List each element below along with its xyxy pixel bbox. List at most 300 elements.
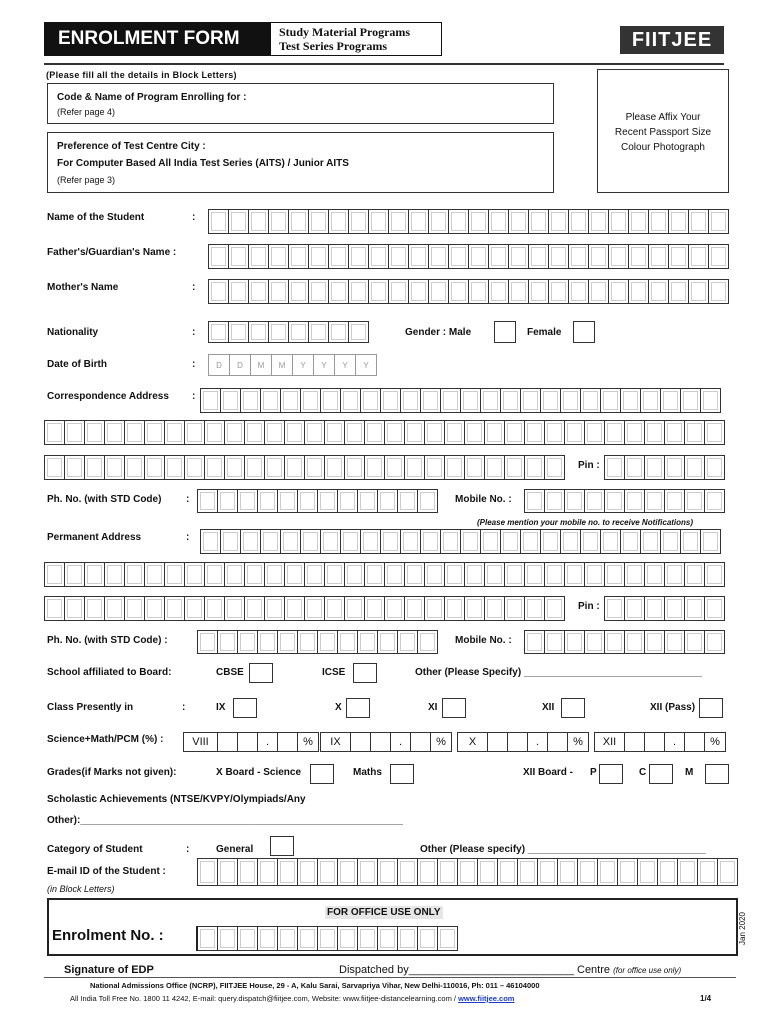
character-box[interactable]	[545, 489, 565, 513]
character-box[interactable]	[349, 279, 369, 304]
character-box[interactable]	[309, 321, 329, 343]
character-box[interactable]	[365, 596, 385, 621]
character-box[interactable]	[289, 244, 309, 269]
character-box[interactable]	[349, 244, 369, 269]
cbse-box[interactable]	[249, 663, 273, 683]
pin-boxes[interactable]	[604, 455, 725, 480]
character-box[interactable]	[418, 630, 438, 654]
program-box[interactable]	[47, 83, 554, 124]
character-box[interactable]	[385, 455, 405, 480]
character-box[interactable]	[445, 596, 465, 621]
character-box[interactable]	[549, 279, 569, 304]
character-box[interactable]	[701, 529, 721, 554]
character-box[interactable]	[401, 388, 421, 413]
marks-xii-digit[interactable]	[645, 733, 665, 751]
character-box[interactable]	[329, 244, 349, 269]
character-box[interactable]	[381, 529, 401, 554]
character-box[interactable]	[325, 420, 345, 445]
character-box[interactable]	[505, 562, 525, 587]
character-box[interactable]	[229, 321, 249, 343]
character-box[interactable]	[218, 489, 238, 513]
character-box[interactable]	[705, 455, 725, 480]
character-box[interactable]	[521, 529, 541, 554]
character-box[interactable]	[345, 562, 365, 587]
character-box[interactable]	[209, 244, 229, 269]
marks-viii[interactable]	[183, 732, 319, 752]
character-box[interactable]	[125, 455, 145, 480]
character-box[interactable]	[269, 321, 289, 343]
character-box[interactable]	[445, 455, 465, 480]
character-box[interactable]	[218, 858, 238, 886]
character-box[interactable]	[645, 562, 665, 587]
character-box[interactable]	[305, 562, 325, 587]
character-box[interactable]	[65, 562, 85, 587]
character-box[interactable]	[378, 489, 398, 513]
character-box[interactable]	[85, 596, 105, 621]
character-box[interactable]	[465, 455, 485, 480]
character-box[interactable]	[278, 926, 298, 951]
character-box[interactable]	[245, 455, 265, 480]
character-box[interactable]	[465, 596, 485, 621]
character-box[interactable]	[338, 489, 358, 513]
character-box[interactable]	[185, 420, 205, 445]
character-box[interactable]	[565, 420, 585, 445]
character-box[interactable]	[225, 562, 245, 587]
character-box[interactable]	[318, 926, 338, 951]
character-box[interactable]	[418, 858, 438, 886]
character-box[interactable]	[405, 596, 425, 621]
character-box[interactable]	[321, 529, 341, 554]
character-box[interactable]	[185, 596, 205, 621]
character-box[interactable]	[601, 388, 621, 413]
character-box[interactable]	[525, 630, 545, 654]
character-box[interactable]	[229, 279, 249, 304]
character-box[interactable]	[325, 596, 345, 621]
xii-m-box[interactable]	[705, 764, 729, 784]
character-box[interactable]	[525, 420, 545, 445]
character-box[interactable]	[705, 489, 725, 513]
character-box[interactable]	[249, 321, 269, 343]
permanent-address-row-1[interactable]	[200, 529, 721, 554]
character-box[interactable]	[165, 420, 185, 445]
class-x-box[interactable]	[346, 698, 370, 718]
character-box[interactable]	[385, 420, 405, 445]
character-box[interactable]	[198, 926, 218, 951]
marks-x[interactable]	[457, 732, 589, 752]
mother-name-boxes[interactable]	[208, 279, 729, 304]
dob-month-1[interactable]: M	[251, 354, 272, 376]
character-box[interactable]	[289, 279, 309, 304]
character-box[interactable]	[105, 455, 125, 480]
character-box[interactable]	[229, 244, 249, 269]
character-box[interactable]	[205, 455, 225, 480]
character-box[interactable]	[621, 529, 641, 554]
character-box[interactable]	[689, 209, 709, 234]
character-box[interactable]	[625, 630, 645, 654]
character-box[interactable]	[438, 926, 458, 951]
character-box[interactable]	[498, 858, 518, 886]
character-box[interactable]	[605, 420, 625, 445]
character-box[interactable]	[545, 420, 565, 445]
character-box[interactable]	[269, 279, 289, 304]
character-box[interactable]	[689, 244, 709, 269]
character-box[interactable]	[325, 455, 345, 480]
dob-day-2[interactable]: D	[230, 354, 251, 376]
character-box[interactable]	[629, 244, 649, 269]
character-box[interactable]	[645, 420, 665, 445]
character-box[interactable]	[545, 596, 565, 621]
character-box[interactable]	[549, 209, 569, 234]
character-box[interactable]	[545, 455, 565, 480]
character-box[interactable]	[558, 858, 578, 886]
character-box[interactable]	[441, 529, 461, 554]
character-box[interactable]	[358, 630, 378, 654]
character-box[interactable]	[445, 420, 465, 445]
marks-xii-digit[interactable]	[685, 733, 705, 751]
character-box[interactable]	[645, 630, 665, 654]
character-box[interactable]	[605, 630, 625, 654]
character-box[interactable]	[529, 244, 549, 269]
character-box[interactable]	[541, 388, 561, 413]
character-box[interactable]	[581, 388, 601, 413]
character-box[interactable]	[338, 858, 358, 886]
character-box[interactable]	[381, 388, 401, 413]
character-box[interactable]	[145, 562, 165, 587]
character-box[interactable]	[249, 209, 269, 234]
dob-month-2[interactable]: M	[272, 354, 293, 376]
character-box[interactable]	[709, 244, 729, 269]
character-box[interactable]	[585, 489, 605, 513]
character-box[interactable]	[349, 209, 369, 234]
character-box[interactable]	[525, 455, 545, 480]
character-box[interactable]	[705, 420, 725, 445]
character-box[interactable]	[225, 596, 245, 621]
character-box[interactable]	[318, 858, 338, 886]
character-box[interactable]	[489, 244, 509, 269]
character-box[interactable]	[369, 244, 389, 269]
character-box[interactable]	[649, 279, 669, 304]
character-box[interactable]	[601, 529, 621, 554]
character-box[interactable]	[425, 562, 445, 587]
character-box[interactable]	[589, 209, 609, 234]
character-box[interactable]	[285, 596, 305, 621]
character-box[interactable]	[545, 630, 565, 654]
character-box[interactable]	[285, 455, 305, 480]
character-box[interactable]	[238, 926, 258, 951]
character-box[interactable]	[485, 596, 505, 621]
address-boxes-row-1[interactable]	[200, 388, 721, 413]
character-box[interactable]	[629, 279, 649, 304]
character-box[interactable]	[629, 209, 649, 234]
character-box[interactable]	[309, 279, 329, 304]
character-box[interactable]	[469, 244, 489, 269]
character-box[interactable]	[298, 926, 318, 951]
character-box[interactable]	[229, 209, 249, 234]
email-boxes[interactable]	[197, 858, 738, 886]
character-box[interactable]	[305, 420, 325, 445]
character-box[interactable]	[501, 529, 521, 554]
character-box[interactable]	[681, 529, 701, 554]
character-box[interactable]	[569, 279, 589, 304]
character-box[interactable]	[449, 209, 469, 234]
character-box[interactable]	[201, 529, 221, 554]
character-box[interactable]	[325, 562, 345, 587]
character-box[interactable]	[685, 455, 705, 480]
character-box[interactable]	[329, 279, 349, 304]
character-box[interactable]	[65, 420, 85, 445]
character-box[interactable]	[261, 388, 281, 413]
character-box[interactable]	[205, 420, 225, 445]
character-box[interactable]	[241, 529, 261, 554]
character-box[interactable]	[405, 420, 425, 445]
character-box[interactable]	[269, 244, 289, 269]
character-box[interactable]	[385, 596, 405, 621]
character-box[interactable]	[609, 244, 629, 269]
character-box[interactable]	[261, 529, 281, 554]
character-box[interactable]	[105, 596, 125, 621]
character-box[interactable]	[461, 388, 481, 413]
character-box[interactable]	[165, 562, 185, 587]
character-box[interactable]	[529, 209, 549, 234]
phone-boxes[interactable]	[197, 489, 438, 513]
dob-year-4[interactable]: Y	[356, 354, 377, 376]
character-box[interactable]	[405, 455, 425, 480]
character-box[interactable]	[521, 388, 541, 413]
character-box[interactable]	[45, 455, 65, 480]
character-box[interactable]	[425, 420, 445, 445]
class-xi-box[interactable]	[442, 698, 466, 718]
character-box[interactable]	[585, 630, 605, 654]
character-box[interactable]	[165, 455, 185, 480]
character-box[interactable]	[389, 209, 409, 234]
footer-link[interactable]: www.fiitjee.com	[458, 994, 515, 1003]
character-box[interactable]	[205, 596, 225, 621]
character-box[interactable]	[665, 596, 685, 621]
character-box[interactable]	[361, 529, 381, 554]
character-box[interactable]	[638, 858, 658, 886]
character-box[interactable]	[209, 321, 229, 343]
character-box[interactable]	[249, 279, 269, 304]
character-box[interactable]	[221, 388, 241, 413]
character-box[interactable]	[258, 489, 278, 513]
character-box[interactable]	[489, 279, 509, 304]
character-box[interactable]	[525, 489, 545, 513]
xii-c-box[interactable]	[649, 764, 673, 784]
character-box[interactable]	[429, 244, 449, 269]
character-box[interactable]	[541, 529, 561, 554]
character-box[interactable]	[409, 244, 429, 269]
character-box[interactable]	[565, 630, 585, 654]
character-box[interactable]	[305, 455, 325, 480]
character-box[interactable]	[105, 562, 125, 587]
character-box[interactable]	[85, 455, 105, 480]
character-box[interactable]	[378, 926, 398, 951]
character-box[interactable]	[605, 455, 625, 480]
character-box[interactable]	[265, 562, 285, 587]
character-box[interactable]	[709, 209, 729, 234]
character-box[interactable]	[565, 489, 585, 513]
character-box[interactable]	[245, 596, 265, 621]
character-box[interactable]	[389, 279, 409, 304]
character-box[interactable]	[589, 279, 609, 304]
character-box[interactable]	[298, 630, 318, 654]
character-box[interactable]	[398, 926, 418, 951]
character-box[interactable]	[318, 630, 338, 654]
character-box[interactable]	[598, 858, 618, 886]
character-box[interactable]	[605, 562, 625, 587]
marks-x-digit[interactable]	[508, 733, 528, 751]
character-box[interactable]	[549, 244, 569, 269]
character-box[interactable]	[469, 279, 489, 304]
character-box[interactable]	[185, 562, 205, 587]
character-box[interactable]	[198, 489, 218, 513]
character-box[interactable]	[718, 858, 738, 886]
xii-p-box[interactable]	[599, 764, 623, 784]
character-box[interactable]	[545, 562, 565, 587]
character-box[interactable]	[218, 926, 238, 951]
character-box[interactable]	[625, 562, 645, 587]
test-centre-box[interactable]	[47, 132, 554, 193]
character-box[interactable]	[429, 209, 449, 234]
character-box[interactable]	[649, 244, 669, 269]
character-box[interactable]	[198, 630, 218, 654]
character-box[interactable]	[705, 596, 725, 621]
character-box[interactable]	[65, 455, 85, 480]
character-box[interactable]	[341, 529, 361, 554]
character-box[interactable]	[265, 455, 285, 480]
character-box[interactable]	[358, 858, 378, 886]
character-box[interactable]	[105, 420, 125, 445]
character-box[interactable]	[585, 562, 605, 587]
dob-year-2[interactable]: Y	[314, 354, 335, 376]
character-box[interactable]	[205, 562, 225, 587]
marks-viii-digit[interactable]	[278, 733, 298, 751]
character-box[interactable]	[285, 420, 305, 445]
character-box[interactable]	[465, 420, 485, 445]
icse-box[interactable]	[353, 663, 377, 683]
character-box[interactable]	[345, 455, 365, 480]
dob-year-3[interactable]: Y	[335, 354, 356, 376]
character-box[interactable]	[641, 388, 661, 413]
character-box[interactable]	[349, 321, 369, 343]
character-box[interactable]	[405, 562, 425, 587]
character-box[interactable]	[485, 562, 505, 587]
character-box[interactable]	[225, 420, 245, 445]
character-box[interactable]	[581, 529, 601, 554]
character-box[interactable]	[289, 209, 309, 234]
character-box[interactable]	[698, 858, 718, 886]
character-box[interactable]	[125, 420, 145, 445]
dob-day-1[interactable]: D	[209, 354, 230, 376]
character-box[interactable]	[685, 562, 705, 587]
character-box[interactable]	[538, 858, 558, 886]
character-box[interactable]	[389, 244, 409, 269]
class-ix-box[interactable]	[233, 698, 257, 718]
character-box[interactable]	[661, 529, 681, 554]
x-board-science-box[interactable]	[310, 764, 334, 784]
pin2-boxes[interactable]	[604, 596, 725, 621]
character-box[interactable]	[298, 858, 318, 886]
character-box[interactable]	[561, 529, 581, 554]
character-box[interactable]	[238, 858, 258, 886]
scholastic-other[interactable]: Other):__________________________________________________________	[47, 815, 403, 826]
character-box[interactable]	[265, 420, 285, 445]
character-box[interactable]	[285, 562, 305, 587]
character-box[interactable]	[378, 858, 398, 886]
marks-viii-digit[interactable]	[218, 733, 238, 751]
character-box[interactable]	[398, 858, 418, 886]
mobile2-boxes[interactable]	[524, 630, 725, 654]
character-box[interactable]	[341, 388, 361, 413]
phone2-boxes[interactable]	[197, 630, 438, 654]
character-box[interactable]	[398, 630, 418, 654]
character-box[interactable]	[685, 489, 705, 513]
character-box[interactable]	[221, 529, 241, 554]
character-box[interactable]	[685, 630, 705, 654]
character-box[interactable]	[485, 420, 505, 445]
character-box[interactable]	[421, 388, 441, 413]
class-xii-box[interactable]	[561, 698, 585, 718]
character-box[interactable]	[478, 858, 498, 886]
character-box[interactable]	[421, 529, 441, 554]
address-boxes-row-2[interactable]	[44, 420, 725, 445]
character-box[interactable]	[358, 926, 378, 951]
character-box[interactable]	[509, 279, 529, 304]
character-box[interactable]	[238, 630, 258, 654]
character-box[interactable]	[669, 209, 689, 234]
character-box[interactable]	[145, 455, 165, 480]
permanent-address-row-3[interactable]	[44, 596, 565, 621]
student-name-boxes[interactable]	[208, 209, 729, 234]
marks-xii-digit[interactable]	[625, 733, 645, 751]
class-xii-pass-box[interactable]	[699, 698, 723, 718]
character-box[interactable]	[378, 630, 398, 654]
character-box[interactable]	[409, 279, 429, 304]
character-box[interactable]	[401, 529, 421, 554]
character-box[interactable]	[369, 279, 389, 304]
marks-x-digit[interactable]	[548, 733, 568, 751]
character-box[interactable]	[625, 489, 645, 513]
character-box[interactable]	[645, 596, 665, 621]
marks-x-digit[interactable]	[488, 733, 508, 751]
character-box[interactable]	[609, 209, 629, 234]
character-box[interactable]	[665, 420, 685, 445]
character-box[interactable]	[445, 562, 465, 587]
character-box[interactable]	[645, 455, 665, 480]
character-box[interactable]	[385, 562, 405, 587]
character-box[interactable]	[309, 244, 329, 269]
character-box[interactable]	[685, 420, 705, 445]
character-box[interactable]	[525, 562, 545, 587]
marks-ix[interactable]	[320, 732, 452, 752]
character-box[interactable]	[198, 858, 218, 886]
character-box[interactable]	[518, 858, 538, 886]
character-box[interactable]	[665, 455, 685, 480]
character-box[interactable]	[509, 209, 529, 234]
character-box[interactable]	[321, 388, 341, 413]
character-box[interactable]	[409, 209, 429, 234]
character-box[interactable]	[165, 596, 185, 621]
character-box[interactable]	[625, 455, 645, 480]
character-box[interactable]	[218, 630, 238, 654]
character-box[interactable]	[209, 209, 229, 234]
character-box[interactable]	[361, 388, 381, 413]
character-box[interactable]	[265, 596, 285, 621]
marks-xii[interactable]	[594, 732, 726, 752]
character-box[interactable]	[338, 630, 358, 654]
character-box[interactable]	[281, 388, 301, 413]
character-box[interactable]	[245, 562, 265, 587]
